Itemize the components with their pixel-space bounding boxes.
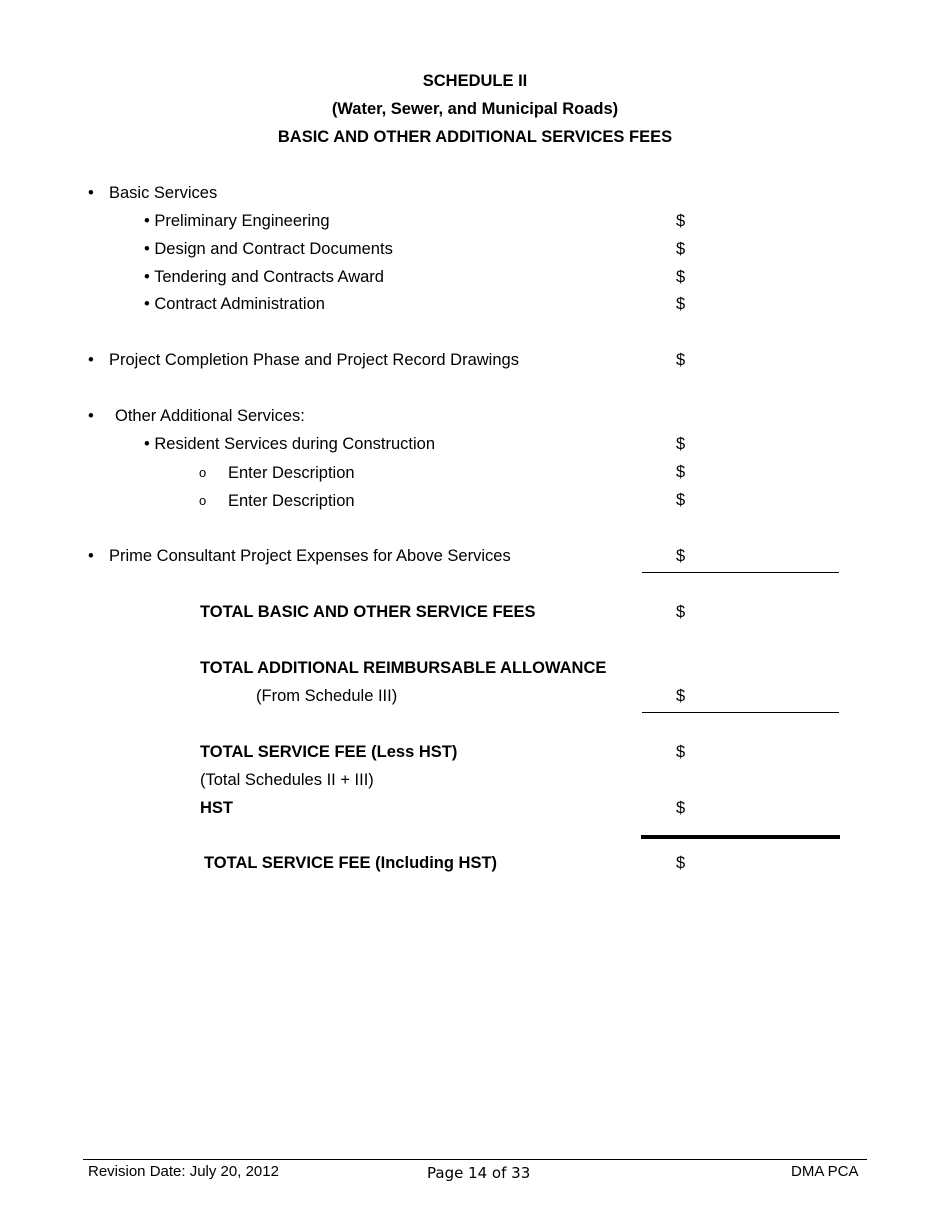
- currency-sign: $: [676, 463, 686, 481]
- resident-services-item: • Resident Services during Construction: [144, 435, 435, 453]
- subtotal-rule: [642, 572, 839, 573]
- sub-bullet: o: [199, 465, 207, 480]
- currency-sign: $: [676, 295, 686, 313]
- currency-sign: $: [676, 547, 686, 565]
- prime-consultant-label: Prime Consultant Project Expenses for Above Services: [109, 547, 511, 565]
- other-services-label: Other Additional Services:: [115, 407, 305, 425]
- currency-sign: $: [676, 268, 686, 286]
- currency-sign: $: [676, 687, 686, 705]
- basic-services-label: Basic Services: [109, 184, 218, 202]
- bullet: •: [88, 547, 94, 565]
- project-completion-label: Project Completion Phase and Project Record Drawings: [109, 351, 519, 369]
- footer-revision-date: Revision Date: July 20, 2012: [88, 1163, 279, 1180]
- currency-sign: $: [676, 854, 686, 872]
- currency-sign: $: [676, 491, 686, 509]
- subtotal-rule: [642, 712, 839, 713]
- description-field-2: Enter Description: [228, 492, 355, 510]
- currency-sign: $: [676, 435, 686, 453]
- hst-label: HST: [200, 799, 233, 817]
- grand-total-rule: [641, 835, 840, 839]
- footer-page-number: Page 14 of 33: [427, 1164, 531, 1182]
- basic-item-preliminary: • Preliminary Engineering: [144, 212, 330, 230]
- currency-sign: $: [676, 240, 686, 258]
- schedule-heading: BASIC AND OTHER ADDITIONAL SERVICES FEES: [277, 128, 673, 146]
- currency-sign: $: [676, 743, 686, 761]
- schedule-subtitle: (Water, Sewer, and Municipal Roads): [331, 100, 619, 118]
- basic-item-contract-admin: • Contract Administration: [144, 295, 325, 313]
- footer-rule: [83, 1159, 867, 1160]
- basic-item-tendering: • Tendering and Contracts Award: [144, 268, 384, 286]
- total-service-less-hst-label: TOTAL SERVICE FEE (Less HST): [200, 743, 458, 761]
- currency-sign: $: [676, 799, 686, 817]
- footer-org: DMA PCA: [791, 1163, 859, 1180]
- basic-item-design: • Design and Contract Documents: [144, 240, 393, 258]
- bullet: •: [88, 351, 94, 369]
- bullet: •: [88, 407, 94, 425]
- schedule-title: SCHEDULE II: [422, 72, 528, 90]
- description-field-1: Enter Description: [228, 464, 355, 482]
- reimbursable-note: (From Schedule III): [256, 687, 398, 705]
- total-reimbursable-label: TOTAL ADDITIONAL REIMBURSABLE ALLOWANCE: [200, 659, 607, 677]
- total-service-incl-hst-label: TOTAL SERVICE FEE (Including HST): [204, 854, 498, 872]
- currency-sign: $: [676, 603, 686, 621]
- currency-sign: $: [676, 351, 686, 369]
- sub-bullet: o: [199, 493, 207, 508]
- currency-sign: $: [676, 212, 686, 230]
- service-less-hst-note: (Total Schedules II + III): [200, 771, 374, 789]
- total-basic-other-label: TOTAL BASIC AND OTHER SERVICE FEES: [200, 603, 536, 621]
- bullet: •: [88, 184, 94, 202]
